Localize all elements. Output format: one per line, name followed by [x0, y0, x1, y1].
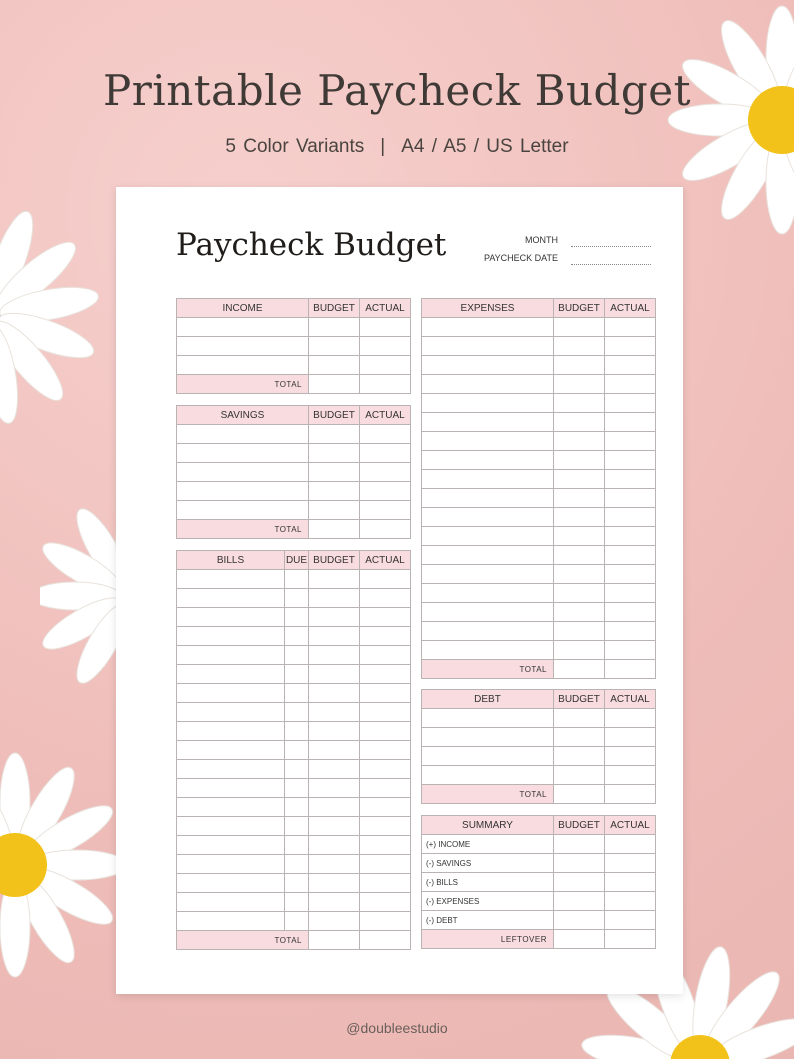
bills-table: [176, 550, 411, 950]
summary-actual-header: ACTUAL: [605, 816, 656, 835]
table-row[interactable]: [177, 684, 411, 703]
savings-table: [176, 405, 411, 539]
income-total-budget[interactable]: [309, 375, 360, 394]
summary-savings-label: (-) SAVINGS: [422, 854, 554, 873]
expenses-total-budget[interactable]: [554, 660, 605, 679]
summary-leftover-budget[interactable]: [554, 930, 605, 949]
paycheck-date-label: PAYCHECK DATE: [484, 253, 559, 263]
bills-total-actual[interactable]: [360, 931, 411, 950]
bills-budget-header: BUDGET: [309, 551, 360, 570]
income-total-actual[interactable]: [360, 375, 411, 394]
savings-budget-header: BUDGET: [309, 406, 360, 425]
expenses-total-label: TOTAL: [422, 660, 554, 679]
table-row[interactable]: [422, 413, 656, 432]
table-row[interactable]: [422, 394, 656, 413]
savings-total-label: TOTAL: [177, 520, 309, 539]
table-row[interactable]: [177, 893, 411, 912]
paycheck-date-field[interactable]: [571, 264, 651, 265]
table-row[interactable]: [177, 760, 411, 779]
bills-actual-header: ACTUAL: [360, 551, 411, 570]
table-row[interactable]: [177, 589, 411, 608]
summary-expenses-label: (-) EXPENSES: [422, 892, 554, 911]
expenses-total-actual[interactable]: [605, 660, 656, 679]
savings-header: SAVINGS: [177, 406, 309, 425]
expenses-actual-header: ACTUAL: [605, 299, 656, 318]
table-row[interactable]: [422, 546, 656, 565]
table-row[interactable]: [422, 766, 656, 785]
savings-total-budget[interactable]: [309, 520, 360, 539]
table-row[interactable]: [422, 565, 656, 584]
table-row[interactable]: [177, 779, 411, 798]
table-row[interactable]: [177, 444, 411, 463]
table-row[interactable]: [422, 318, 656, 337]
studio-credit: @doubleestudio: [346, 1020, 448, 1036]
bills-total-label: TOTAL: [177, 931, 309, 950]
summary-row-expenses[interactable]: [422, 892, 656, 911]
table-row[interactable]: [422, 641, 656, 660]
table-row[interactable]: [422, 451, 656, 470]
table-row[interactable]: [422, 527, 656, 546]
daisy-left-middle-icon: [40, 488, 116, 703]
table-row[interactable]: [177, 482, 411, 501]
table-row[interactable]: [177, 646, 411, 665]
debt-budget-header: BUDGET: [554, 690, 605, 709]
table-row[interactable]: [422, 622, 656, 641]
summary-budget-header: BUDGET: [554, 816, 605, 835]
bills-due-header: DUE: [285, 551, 309, 570]
sizes-text: A4 / A5 / US Letter: [401, 136, 569, 157]
summary-bills-label: (-) BILLS: [422, 873, 554, 892]
budget-sheet: [116, 187, 683, 994]
income-total-label: TOTAL: [177, 375, 309, 394]
summary-row-savings[interactable]: [422, 854, 656, 873]
table-row[interactable]: [422, 470, 656, 489]
table-row[interactable]: [177, 703, 411, 722]
month-label: MONTH: [525, 235, 558, 245]
debt-header: DEBT: [422, 690, 554, 709]
table-row[interactable]: [422, 375, 656, 394]
daisy-top-right-icon: [664, 0, 794, 270]
summary-leftover-label: LEFTOVER: [422, 930, 554, 949]
summary-leftover-actual[interactable]: [605, 930, 656, 949]
expenses-header: EXPENSES: [422, 299, 554, 318]
table-row[interactable]: [177, 741, 411, 760]
table-row[interactable]: [177, 337, 411, 356]
table-row[interactable]: [422, 603, 656, 622]
summary-header: SUMMARY: [422, 816, 554, 835]
table-row[interactable]: [177, 665, 411, 684]
table-row[interactable]: [177, 356, 411, 375]
subtitle-separator: |: [380, 136, 386, 157]
expenses-table: [421, 298, 656, 679]
summary-row-income[interactable]: [422, 835, 656, 854]
table-row[interactable]: [177, 912, 411, 931]
debt-total-actual[interactable]: [605, 785, 656, 804]
summary-debt-label: (-) DEBT: [422, 911, 554, 930]
summary-row-bills[interactable]: [422, 873, 656, 892]
summary-table: [421, 815, 656, 949]
color-variants-text: 5 Color Variants: [225, 136, 365, 157]
table-row[interactable]: [422, 356, 656, 375]
table-row[interactable]: [177, 817, 411, 836]
debt-total-label: TOTAL: [422, 785, 554, 804]
sheet-title: Paycheck Budget: [176, 227, 447, 263]
income-header: INCOME: [177, 299, 309, 318]
summary-income-label: (+) INCOME: [422, 835, 554, 854]
table-row[interactable]: [177, 874, 411, 893]
page-subtitle: [0, 136, 794, 158]
expenses-budget-header: BUDGET: [554, 299, 605, 318]
table-row[interactable]: [422, 747, 656, 766]
table-row[interactable]: [422, 432, 656, 451]
bills-total-budget[interactable]: [309, 931, 360, 950]
table-row[interactable]: [177, 570, 411, 589]
income-budget-header: BUDGET: [309, 299, 360, 318]
table-row[interactable]: [422, 337, 656, 356]
month-field[interactable]: [571, 246, 651, 247]
table-row[interactable]: [422, 709, 656, 728]
table-row[interactable]: [177, 501, 411, 520]
table-row[interactable]: [177, 425, 411, 444]
debt-actual-header: ACTUAL: [605, 690, 656, 709]
table-row[interactable]: [177, 798, 411, 817]
table-row[interactable]: [177, 318, 411, 337]
table-row[interactable]: [422, 508, 656, 527]
table-row[interactable]: [177, 722, 411, 741]
daisy-bottom-left-icon: [0, 735, 118, 985]
income-actual-header: ACTUAL: [360, 299, 411, 318]
income-table: [176, 298, 411, 394]
bills-header: BILLS: [177, 551, 285, 570]
table-row[interactable]: [177, 855, 411, 874]
page-title: Printable Paycheck Budget: [102, 66, 692, 115]
table-row[interactable]: [177, 627, 411, 646]
table-row[interactable]: [422, 489, 656, 508]
table-row[interactable]: [177, 836, 411, 855]
savings-total-actual[interactable]: [360, 520, 411, 539]
summary-row-debt[interactable]: [422, 911, 656, 930]
daisy-left-top-icon: [0, 200, 100, 440]
savings-actual-header: ACTUAL: [360, 406, 411, 425]
debt-table: [421, 689, 656, 804]
table-row[interactable]: [177, 608, 411, 627]
debt-total-budget[interactable]: [554, 785, 605, 804]
table-row[interactable]: [422, 728, 656, 747]
table-row[interactable]: [422, 584, 656, 603]
table-row[interactable]: [177, 463, 411, 482]
